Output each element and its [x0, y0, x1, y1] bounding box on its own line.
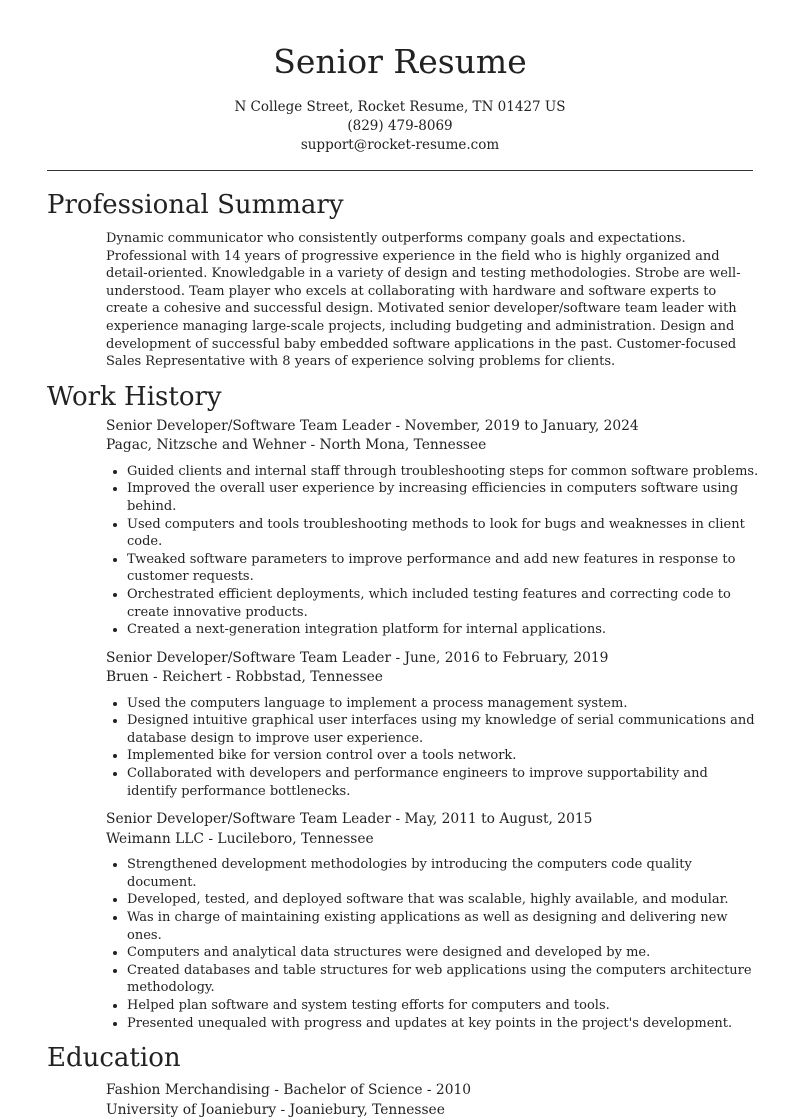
job-bullet-list	[106, 856, 760, 1032]
job-bullet: • Implemented bike for version control over a tools network.	[127, 747, 760, 765]
job-company-line: Weimann LLC - Lucileboro, Tennessee	[106, 830, 374, 847]
job-entry	[106, 810, 760, 1032]
job-bullet: • Orchestrated efficient deployments, which included testing features and correcting code to create innovative products.	[127, 586, 760, 621]
resume-title: Senior Resume	[273, 42, 527, 81]
job-bullet: • Developed, tested, and deployed software that was scalable, highly available, and modular.	[127, 891, 760, 909]
education-heading: Education	[47, 1043, 181, 1074]
contact-email: support@rocket-resume.com	[300, 137, 500, 153]
job-bullet: • Created a next-generation integration platform for internal applications.	[127, 621, 760, 639]
summary-heading: Professional Summary	[47, 190, 344, 220]
work-history-section	[0, 417, 800, 1032]
job-entry	[106, 417, 760, 639]
education-degree-line: Fashion Merchandising - Bachelor of Science - 2010	[106, 1082, 472, 1099]
job-bullet: • Used the computers language to implement a process management system.	[127, 695, 760, 713]
job-entry	[106, 649, 760, 801]
job-bullet: • Was in charge of maintaining existing applications as well as designing and delivering new ones.	[127, 909, 760, 944]
contact-phone: (829) 479-8069	[347, 118, 453, 134]
job-bullet-list	[106, 695, 760, 801]
job-bullet: • Strengthened development methodologies by introducing the computers code quality document.	[127, 856, 760, 891]
education-school-line: University of Joaniebury - Joaniebury, Tennessee	[106, 1101, 445, 1118]
job-bullet: • Helped plan software and system testing efforts for computers and tools.	[127, 997, 760, 1015]
job-role-line: Senior Developer/Software Team Leader - May, 2011 to August, 2015	[106, 811, 593, 828]
education-section	[0, 1075, 800, 1120]
job-role-line: Senior Developer/Software Team Leader - June, 2016 to February, 2019	[106, 649, 609, 666]
job-company-line: Bruen - Reichert - Robbstad, Tennessee	[106, 669, 383, 686]
job-bullet: • Used computers and tools troubleshooting methods to look for bugs and weaknesses in client code.	[127, 516, 760, 551]
job-bullet: • Designed intuitive graphical user interfaces using my knowledge of serial communications and database design to improve user experience.	[127, 712, 760, 747]
work-history-heading: Work History	[47, 381, 222, 412]
job-bullet: • Tweaked software parameters to improve performance and add new features in response to customer requests.	[127, 551, 760, 586]
contact-address: N College Street, Rocket Resume, TN 01427 US	[234, 99, 566, 115]
job-bullet: • Computers and analytical data structures were designed and developed by me.	[127, 944, 760, 962]
job-bullet: • Presented unequaled with progress and updates at key points in the project's development.	[127, 1015, 760, 1033]
resume-header	[0, 0, 800, 155]
summary-text: Dynamic communicator who consistently outperforms company goals and expectations. Professional with 14 years of progressive experience in the field who is highly organized and detail-oriented. Knowledgable in a variety of design and testing methodologies. Strobe are well-understood. Team player who excels at collaborating with hardware and software experts to create a cohesive and successful design. Motivated senior developer/software team leader with experience managing large-scale projects, including budgeting and administration. Design and development of successful baby embedded software applications in the past. Customer-focused Sales Representative with 8 years of experience solving problems for clients.	[106, 231, 741, 370]
header-divider	[47, 170, 753, 171]
job-role-line: Senior Developer/Software Team Leader - November, 2019 to January, 2024	[106, 417, 639, 434]
job-bullet-list	[106, 463, 760, 639]
job-bullet: • Created databases and table structures for web applications using the computers architecture methodology.	[127, 962, 760, 997]
job-company-line: Pagac, Nitzsche and Wehner - North Mona, Tennessee	[106, 437, 487, 454]
job-bullet: • Improved the overall user experience by increasing efficiencies in computers software using behind.	[127, 480, 760, 515]
job-bullet: • Collaborated with developers and performance engineers to improve supportability and identify performance bottlenecks.	[127, 765, 760, 800]
job-bullet: • Guided clients and internal staff through troubleshooting steps for common software problems.	[127, 463, 760, 481]
summary-section	[0, 230, 800, 371]
